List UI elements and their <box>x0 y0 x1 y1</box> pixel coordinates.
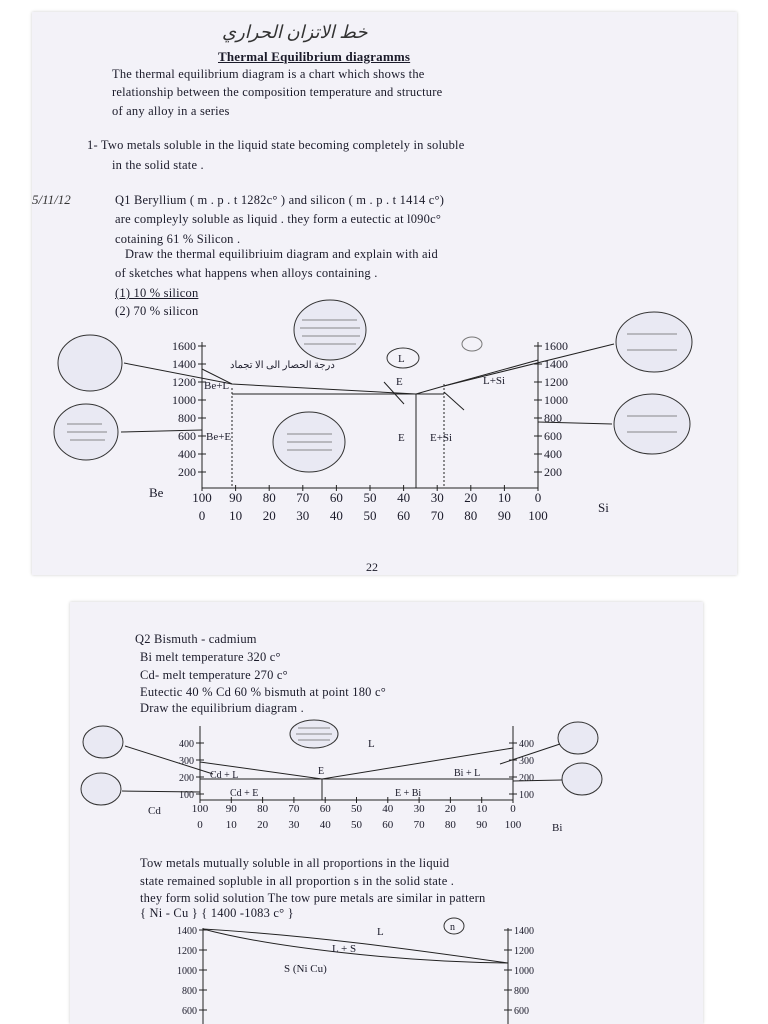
x-tick-label-bottom: 80 <box>444 819 456 831</box>
region-e: E <box>318 766 325 777</box>
y-tick-label-right: 800 <box>544 411 562 425</box>
page-23 <box>70 602 703 1024</box>
region-e-si: E+Si <box>430 432 453 444</box>
y-tick-label-left: 400 <box>178 447 196 461</box>
region-s-nicu: S (Ni Cu) <box>284 963 327 975</box>
page-number: 22 <box>366 560 378 574</box>
para-line-1: Tow metals mutually soluble in all proportions in the liquid <box>140 856 450 870</box>
page-title: Thermal Equilibrium diagramms <box>218 49 411 64</box>
margin-note: 5/11/12 <box>32 192 71 207</box>
y-tick-label-left: 600 <box>182 1006 197 1017</box>
y-tick-label-right: 200 <box>519 773 534 784</box>
x-tick-label-bottom: 70 <box>413 819 425 831</box>
x-tick-label-bottom: 80 <box>464 508 478 523</box>
microstructure-sketch-6 <box>614 394 690 454</box>
x-tick-label-top: 80 <box>257 803 269 815</box>
region-e-mid: E <box>398 432 405 444</box>
arabic-note: درجة الحصار الى الا تجماد <box>230 360 335 371</box>
region-l-si: L+Si <box>483 375 506 387</box>
x-tick-label-top: 90 <box>225 803 237 815</box>
y-tick-label-left: 1600 <box>172 339 196 353</box>
microstructure-sketch-3 <box>294 300 366 360</box>
x-tick-label-top: 60 <box>329 490 343 505</box>
region-e-bi: E + Bi <box>395 788 422 799</box>
x-tick-label-top: 50 <box>363 490 377 505</box>
x-tick-label-bottom: 100 <box>528 508 548 523</box>
y-tick-label-left: 1000 <box>177 966 197 977</box>
q2-line-3: Cd- melt temperature 270 c° <box>140 668 288 682</box>
x-bottom-label-bi: Bi <box>552 822 563 834</box>
x-tick-label-bottom: 30 <box>296 508 310 523</box>
intro-line-1: The thermal equilibrium diagram is a chart which shows the <box>112 67 425 81</box>
x-tick-label-top: 40 <box>382 803 394 815</box>
region-e-top: E <box>396 376 403 388</box>
y-tick-label-left: 200 <box>179 773 194 784</box>
x-tick-label-bottom: 90 <box>476 819 488 831</box>
y-tick-label-right: 1000 <box>544 393 568 407</box>
q1-line-3: cotaining 61 % Silicon . <box>115 232 241 246</box>
bi-cd-diagram <box>70 602 703 1024</box>
q1-line-4: Draw the thermal equilibriuim diagram and explain with aid <box>125 247 438 261</box>
y-tick-label-right: 1600 <box>544 339 568 353</box>
para-line-2: state remained sopluble in all proportion s in the solid state . <box>140 874 455 888</box>
x-tick-label-bottom: 50 <box>363 508 377 523</box>
x-tick-label-bottom: 60 <box>382 819 394 831</box>
x-tick-label-bottom: 40 <box>319 819 331 831</box>
circled-mark-l: L <box>398 353 405 365</box>
circled-mark-n: n <box>450 922 455 933</box>
y-tick-label-right: 100 <box>519 790 534 801</box>
x-tick-label-top: 30 <box>413 803 425 815</box>
region-bi-l: Bi + L <box>454 768 481 779</box>
q1-line-5: of sketches what happens when alloys containing . <box>115 266 378 280</box>
microstructure-sketch-5 <box>616 312 692 372</box>
y-tick-label-right: 600 <box>514 1006 529 1017</box>
region-be-e: Be+E <box>206 431 232 443</box>
y-tick-label-left: 800 <box>178 411 196 425</box>
x-tick-label-bottom: 20 <box>262 508 276 523</box>
y-tick-label-right: 400 <box>544 447 562 461</box>
x-tick-label-bottom: 40 <box>329 508 343 523</box>
microstructure-sketch-1 <box>58 335 122 391</box>
x-tick-label-top: 50 <box>351 803 362 815</box>
x-tick-label-bottom: 20 <box>257 819 269 831</box>
y-tick-label-right: 1400 <box>544 357 568 371</box>
x-tick-label-top: 70 <box>288 803 300 815</box>
q1-item-2: (2) 70 % silicon <box>115 304 199 318</box>
x-tick-label-top: 100 <box>192 490 212 505</box>
x-tick-label-bottom: 30 <box>288 819 300 831</box>
x-tick-label-bottom: 0 <box>198 508 206 523</box>
section1-line-2: in the solid state . <box>112 158 204 172</box>
q2-line-4: Eutectic 40 % Cd 60 % bismuth at point 180 c° <box>140 685 386 699</box>
x-tick-label-bottom: 60 <box>397 508 411 523</box>
region-l-3: L <box>377 926 384 938</box>
y-tick-label-right: 1000 <box>514 966 534 977</box>
y-tick-label-left: 1400 <box>177 926 197 937</box>
x-tick-label-top: 10 <box>476 803 488 815</box>
x-tick-label-top: 0 <box>534 490 542 505</box>
y-tick-label-right: 400 <box>519 739 534 750</box>
y-tick-label-left: 400 <box>179 739 194 750</box>
q2-line-1: Q2 Bismuth - cadmium <box>135 632 257 646</box>
y-tick-label-left: 800 <box>182 986 197 997</box>
x-tick-label-bottom: 10 <box>229 508 243 523</box>
y-tick-label-left: 1200 <box>172 375 196 389</box>
x-tick-label-top: 0 <box>510 803 516 815</box>
q1-line-2: are compleyly soluble as liquid . they form a eutectic at l090c° <box>115 212 442 226</box>
y-tick-label-left: 100 <box>179 790 194 801</box>
region-be-l: Be+L <box>204 380 230 392</box>
x-tick-label-bottom: 10 <box>225 819 237 831</box>
q1-item-1: (1) 10 % silicon <box>115 286 199 300</box>
region-l-s: L + S <box>332 943 357 955</box>
q2-line-5: Draw the equilibrium diagram . <box>140 701 304 715</box>
y-tick-label-right: 1200 <box>514 946 534 957</box>
region-l: L <box>368 738 375 750</box>
x-tick-label-bottom: 50 <box>351 819 362 831</box>
x-tick-label-top: 20 <box>464 490 478 505</box>
x-tick-label-top: 40 <box>397 490 411 505</box>
x-top-label-cd: Cd <box>148 805 161 817</box>
x-tick-label-top: 100 <box>191 803 209 815</box>
y-tick-label-right: 600 <box>544 429 562 443</box>
x-tick-label-bottom: 0 <box>197 819 203 831</box>
y-tick-label-left: 200 <box>178 465 196 479</box>
y-tick-label-left: 300 <box>179 756 194 767</box>
y-tick-label-left: 1000 <box>172 393 196 407</box>
y-tick-label-left: 1400 <box>172 357 196 371</box>
y-tick-label-right: 300 <box>519 756 534 767</box>
y-tick-label-right: 1200 <box>544 375 568 389</box>
handwritten-heading: خط الاتزان الحراري <box>222 22 368 42</box>
x-tick-label-top: 20 <box>444 803 456 815</box>
region-cd-e: Cd + E <box>230 788 259 799</box>
y-tick-label-right: 800 <box>514 986 529 997</box>
q2-line-2: Bi melt temperature 320 c° <box>140 650 281 664</box>
x-tick-label-bottom: 100 <box>504 819 522 831</box>
para-line-3: they form solid solution The tow pure metals are similar in pattern <box>140 891 486 905</box>
x-tick-label-top: 70 <box>296 490 310 505</box>
x-tick-label-top: 30 <box>430 490 444 505</box>
para-line-4: { Ni - Cu } { 1400 -1083 c° } <box>140 906 294 920</box>
x-bottom-label: Si <box>598 500 609 515</box>
q1-line-1: Q1 Beryllium ( m . p . t 1282c° ) and silicon ( m . p . t 1414 c°) <box>115 193 445 207</box>
page-22 <box>32 12 737 575</box>
y-tick-label-right: 200 <box>544 465 562 479</box>
intro-line-2: relationship between the composition temperature and structure <box>112 85 443 99</box>
x-tick-label-top: 10 <box>497 490 511 505</box>
x-top-label: Be <box>149 485 164 500</box>
x-tick-label-top: 90 <box>229 490 243 505</box>
region-cd-l: Cd + L <box>210 770 239 781</box>
y-tick-label-right: 1400 <box>514 926 534 937</box>
be-si-diagram <box>32 12 737 575</box>
x-tick-label-top: 60 <box>319 803 331 815</box>
y-tick-label-left: 1200 <box>177 946 197 957</box>
intro-line-3: of any alloy in a series <box>112 104 230 118</box>
y-tick-label-left: 600 <box>178 429 196 443</box>
x-tick-label-top: 80 <box>262 490 276 505</box>
x-tick-label-bottom: 70 <box>430 508 444 523</box>
x-tick-label-bottom: 90 <box>497 508 511 523</box>
section1-line-1: 1- Two metals soluble in the liquid state becoming completely in soluble <box>87 138 465 152</box>
